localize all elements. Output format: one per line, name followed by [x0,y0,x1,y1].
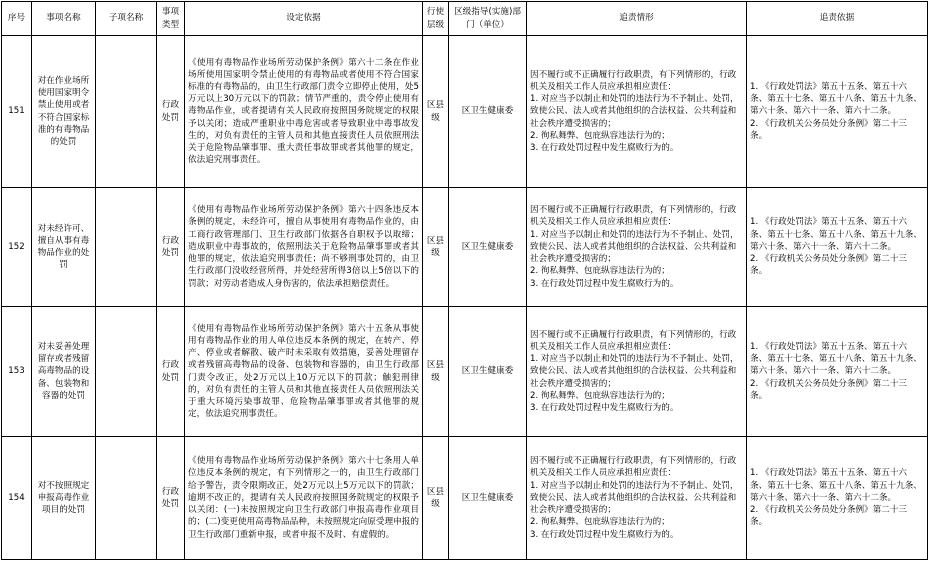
header-refs: 追责依据 [747,2,928,36]
row-dept: 区卫生健康委 [449,188,527,307]
row-level: 区县级 [423,188,449,307]
row-subitem [96,437,157,560]
refs-line: 1. 《行政处罚法》第五十五条、第五十六条、第五十七条、第五十八条、第五十九条、第六十条、第六十一条、第六十二条。 [750,341,922,377]
duty-line: 2. 徇私舞弊、包庇纵容违法行为的； [530,517,670,528]
duty-line: 2. 徇私舞弊、包庇纵容违法行为的； [530,266,670,277]
row-refs [747,188,928,307]
duty-line: 因不履行或不正确履行行政职责，有下列情形的，行政机关及相关工作人员应承担相应责任： [530,205,737,228]
duty-line: 1. 对应当予以制止和处罚的违法行为不予制止、处罚，致使公民、法人或者其他组织的合法权益、公共利益和社会秩序遭受损害的； [530,229,739,265]
header-item: 事项名称 [32,2,96,36]
row-level: 区县级 [423,36,449,188]
refs-line: 1. 《行政处罚法》第五十五条、第五十六条、第五十七条、第五十八条、第五十九条、第六十条、第六十一条、第六十二条。 [750,217,922,252]
duty-line: 因不履行或不正确履行行政职责，有下列情形的，行政机关及相关工作人员应承担相应责任： [530,329,737,352]
row-subitem [96,188,157,307]
row-basis: 《使用有毒物品作业场所劳动保护条例》第六十七条用人单位违反本条例的规定，有下列情形之一的，由卫生行政部门给予警告，责令限期改正，处2万元以上5万元以下的罚款；逾期不改正的，提请有关人民政府按照国务院规定的权限予以关闭：(一)未按照规定向卫生行政部门申报高毒作业项目的；(二)变更使用高毒物品品种，未按照规定向原受理申报的卫生行政部门重新申报，或者申报不及时、有虚假的。 [185,437,423,560]
refs-line: 2. 《行政机关公务员处分条例》第二十三条。 [750,378,908,401]
table-row [2,307,928,437]
header-no: 序号 [2,2,32,36]
row-item: 对不按照规定申报高毒作业项目的处罚 [32,437,96,560]
row-item: 对未经许可、擅自从事有毒物品作业的处罚 [32,188,96,307]
duty-line: 2. 徇私舞弊、包庇纵容违法行为的； [530,130,670,141]
duty-line: 因不履行或不正确履行行政职责，有下列情形的，行政机关及相关工作人员应承担相应责任： [530,69,737,92]
header-type: 事项类型 [157,2,185,36]
row-no: 151 [2,36,32,188]
header-subitem: 子项名称 [96,2,157,36]
header-duty: 追责情形 [527,2,747,36]
header-dept: 区级指导(实施)部门（单位） [449,2,527,36]
refs-line: 2. 《行政机关公务员处分条例》第二十三条。 [750,254,908,277]
row-duty [527,437,747,560]
duty-line: 1. 对应当予以制止和处罚的违法行为不予制止、处罚，致使公民、法人或者其他组织的合法权益、公共利益和社会秩序遭受损害的； [530,94,739,129]
refs-line: 1. 《行政处罚法》第五十五条、第五十六条、第五十七条、第五十八条、第五十九条、第六十条、第六十一条、第六十二条。 [750,81,922,117]
row-item: 对未妥善处理留存或者残留高毒物品的设备、包装物和容器的处罚 [32,307,96,437]
row-basis: 《使用有毒物品作业场所劳动保护条例》第六十二条在作业场所使用国家明令禁止使用的有毒物品或者使用不符合国家标准的有毒物品的，由卫生行政部门责令立即停止使用，处5万元以上30万元以下的罚款；情节严重的，责令停止使用有毒物品作业，或者提请有关人民政府按照国务院规定的权限予以关闭；造成严重职业中毒危害或者导致职业中毒事故发生的，对负有责任的主管人员和其他直接责任人员依照刑法关于危险物品肇事罪、重大责任事故罪或者其他罪的规定，依法追究刑事责任。 [185,36,423,188]
row-refs [747,36,928,188]
duty-line: 因不履行或不正确履行行政职责，有下列情形的，行政机关及相关工作人员应承担相应责任： [530,456,737,479]
row-dept: 区卫生健康委 [449,437,527,560]
row-level: 区县级 [423,307,449,437]
table-row [2,437,928,560]
row-basis: 《使用有毒物品作业场所劳动保护条例》第六十五条从事使用有毒物品作业的用人单位违反本条例的规定，在转产、停产、停业或者解散、破产时未采取有效措施，妥善处理留存或者残留高毒物品的设备、包装物和容器的，由卫生行政部门责令改正，处2万元以上10万元以下的罚款；触犯刑律的，对负有责任的主管人员和其他直接责任人员依照刑法关于重大环境污染事故罪、危险物品肇事罪或者其他罪的规定，依法追究刑事责任。 [185,307,423,437]
row-refs [747,307,928,437]
row-no: 152 [2,188,32,307]
duty-line: 3. 在行政处罚过程中发生腐败行为的。 [530,403,679,413]
duty-line: 3. 在行政处罚过程中发生腐败行为的。 [530,143,679,153]
row-type: 行政处罚 [157,188,185,307]
row-type: 行政处罚 [157,36,185,188]
row-basis: 《使用有毒物品作业场所劳动保护条例》第六十四条违反本条例的规定，未经许可，擅自从事使用有毒物品作业的，由工商行政管理部门、卫生行政部门依据各自职权予以取缔；造成职业中毒事故的，依照刑法关于危险物品肇事罪或者其他罪的规定，依法追究刑事责任；尚不够刑事处罚的，由卫生行政部门没收经营所得，并处经营所得3倍以上5倍以下的罚款；对劳动者造成人身伤害的，依法承担赔偿责任。 [185,188,423,307]
row-subitem [96,307,157,437]
punishment-items-table [1,1,928,560]
table-row [2,188,928,307]
header-row [2,2,928,36]
row-no: 153 [2,307,32,437]
row-duty [527,188,747,307]
refs-line: 1. 《行政处罚法》第五十五条、第五十六条、第五十七条、第五十八条、第五十九条、第六十条、第六十一条、第六十二条。 [750,468,922,503]
header-level: 行使层级 [423,2,449,36]
duty-line: 2. 徇私舞弊、包庇纵容违法行为的； [530,390,670,401]
header-basis: 设定依据 [185,2,423,36]
duty-line: 3. 在行政处罚过程中发生腐败行为的。 [530,278,679,289]
refs-line: 2. 《行政机关公务员处分条例》第二十三条。 [750,118,908,141]
refs-line: 2. 《行政机关公务员处分条例》第二十三条。 [750,505,908,528]
row-refs [747,437,928,560]
row-no: 154 [2,437,32,560]
row-dept: 区卫生健康委 [449,307,527,437]
row-level: 区县级 [423,437,449,560]
row-subitem [96,36,157,188]
row-duty [527,307,747,437]
duty-line: 1. 对应当予以制止和处罚的违法行为不予制止、处罚，致使公民、法人或者其他组织的合法权益、公共利益和社会秩序遭受损害的； [530,354,739,389]
row-item: 对在作业场所使用国家明令禁止使用或者不符合国家标准的有毒物品的处罚 [32,36,96,188]
row-dept: 区卫生健康委 [449,36,527,188]
duty-line: 1. 对应当予以制止和处罚的违法行为不予制止、处罚，致使公民、法人或者其他组织的合法权益、公共利益和社会秩序遭受损害的； [530,480,739,516]
duty-line: 3. 在行政处罚过程中发生腐败行为的。 [530,529,679,540]
row-type: 行政处罚 [157,307,185,437]
table-row [2,36,928,188]
row-type: 行政处罚 [157,437,185,560]
row-duty [527,36,747,188]
